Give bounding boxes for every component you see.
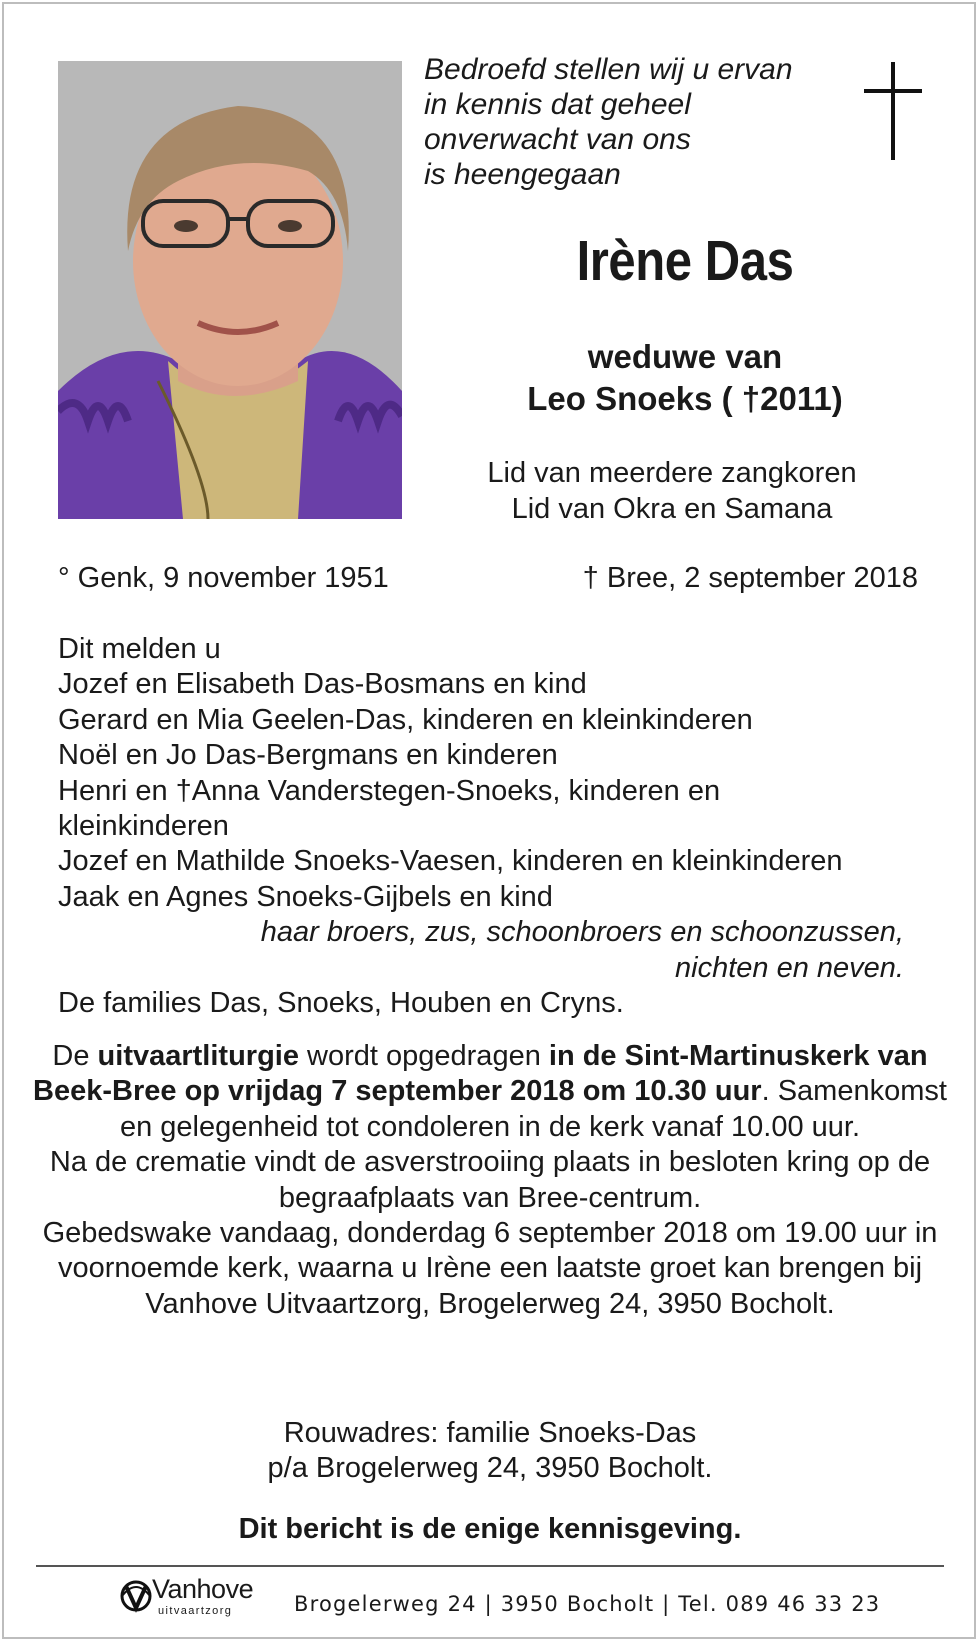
deceased-name: Irène Das	[576, 229, 794, 293]
liturgy-emphasis: uitvaartliturgie	[97, 1040, 299, 1072]
cross-icon	[864, 62, 922, 160]
footer-divider	[36, 1565, 944, 1567]
birth-date: ° Genk, 9 november 1951	[58, 562, 389, 594]
family-member: Jozef en Mathilde Snoeks-Vaesen, kinderen en kleinkinderen	[58, 845, 843, 878]
cremation-paragraph: Na de crematie vindt de asverstrooiing plaats in besloten kring op de begraafplaats van Bree-centrum.	[49, 1146, 931, 1214]
widow-label: weduwe van	[587, 338, 783, 375]
intro-line: onverwacht van ons	[424, 123, 691, 156]
family-member: Jozef en Elisabeth Das-Bosmans en kind	[58, 668, 587, 701]
family-intro: Dit melden u	[58, 633, 221, 665]
widow-block	[420, 336, 950, 420]
family-member: Jaak en Agnes Snoeks-Gijbels en kind	[58, 880, 553, 913]
intro-text	[424, 52, 844, 192]
footer-address: Brogelerweg 24 | 3950 Bocholt | Tel. 089 46 33 23	[294, 1592, 881, 1616]
liturgy-text: De	[52, 1040, 98, 1072]
death-date: † Bree, 2 september 2018	[582, 562, 918, 594]
families-line: De families Das, Snoeks, Houben en Cryns.	[58, 987, 624, 1020]
intro-line: is heengegaan	[424, 158, 621, 191]
liturgy-text: wordt opgedragen	[298, 1040, 549, 1072]
membership-item: Lid van Okra en Samana	[511, 493, 833, 525]
family-member: kleinkinderen	[58, 810, 229, 843]
mourning-address-line: p/a Brogelerweg 24, 3950 Bocholt.	[267, 1452, 713, 1485]
liturgy-text: . Samenkomst en gelegenheid tot condoleren in de kerk vanaf 10.00 uur.	[119, 1075, 947, 1143]
notice-text: Dit bericht is de enige kennisgeving.	[238, 1513, 742, 1545]
mourning-address	[30, 1416, 950, 1487]
intro-line: in kennis dat geheel	[424, 88, 691, 121]
mourning-address-line: Rouwadres: familie Snoeks-Das	[283, 1417, 697, 1449]
spouse-name: Leo Snoeks ( †2011)	[527, 380, 843, 417]
membership-item: Lid van meerdere zangkoren	[487, 457, 857, 489]
funeral-details	[30, 1039, 950, 1322]
wake-paragraph: Gebedswake vandaag, donderdag 6 september 2018 om 19.00 uur in voornoemde kerk, waarna u Irène een laatste groet kan brengen bij Vanhove Uitvaartzorg, Brogelerweg 24, 3950 Bocholt.	[42, 1217, 938, 1320]
memberships	[420, 455, 924, 527]
logo-emblem-icon	[118, 1576, 154, 1616]
liturgy-paragraph	[30, 1039, 950, 1145]
footer	[118, 1572, 918, 1622]
relatives-line: nichten en neven.	[675, 951, 904, 984]
logo-brand: Vanhove	[152, 1574, 254, 1604]
intro-line: Bedroefd stellen wij u ervan	[424, 53, 793, 86]
family-member: Gerard en Mia Geelen-Das, kinderen en kleinkinderen	[58, 703, 753, 736]
portrait-illustration	[58, 61, 402, 519]
family-member: Noël en Jo Das-Bergmans en kinderen	[58, 739, 558, 772]
portrait-photo	[58, 61, 402, 519]
liturgy-location-time: in de Sint-Martinuskerk van Beek-Bree op vrijdag 7 september 2018 om 10.30 uur	[33, 1040, 928, 1108]
relatives-line: haar broers, zus, schoonbroers en schoonzussen,	[260, 916, 904, 949]
logo-subtitle: uitvaartzorg	[158, 1605, 233, 1617]
family-member: Henri en †Anna Vanderstegen-Snoeks, kinderen en	[58, 774, 721, 807]
family-list	[58, 632, 928, 1021]
vanhove-logo	[118, 1572, 288, 1622]
